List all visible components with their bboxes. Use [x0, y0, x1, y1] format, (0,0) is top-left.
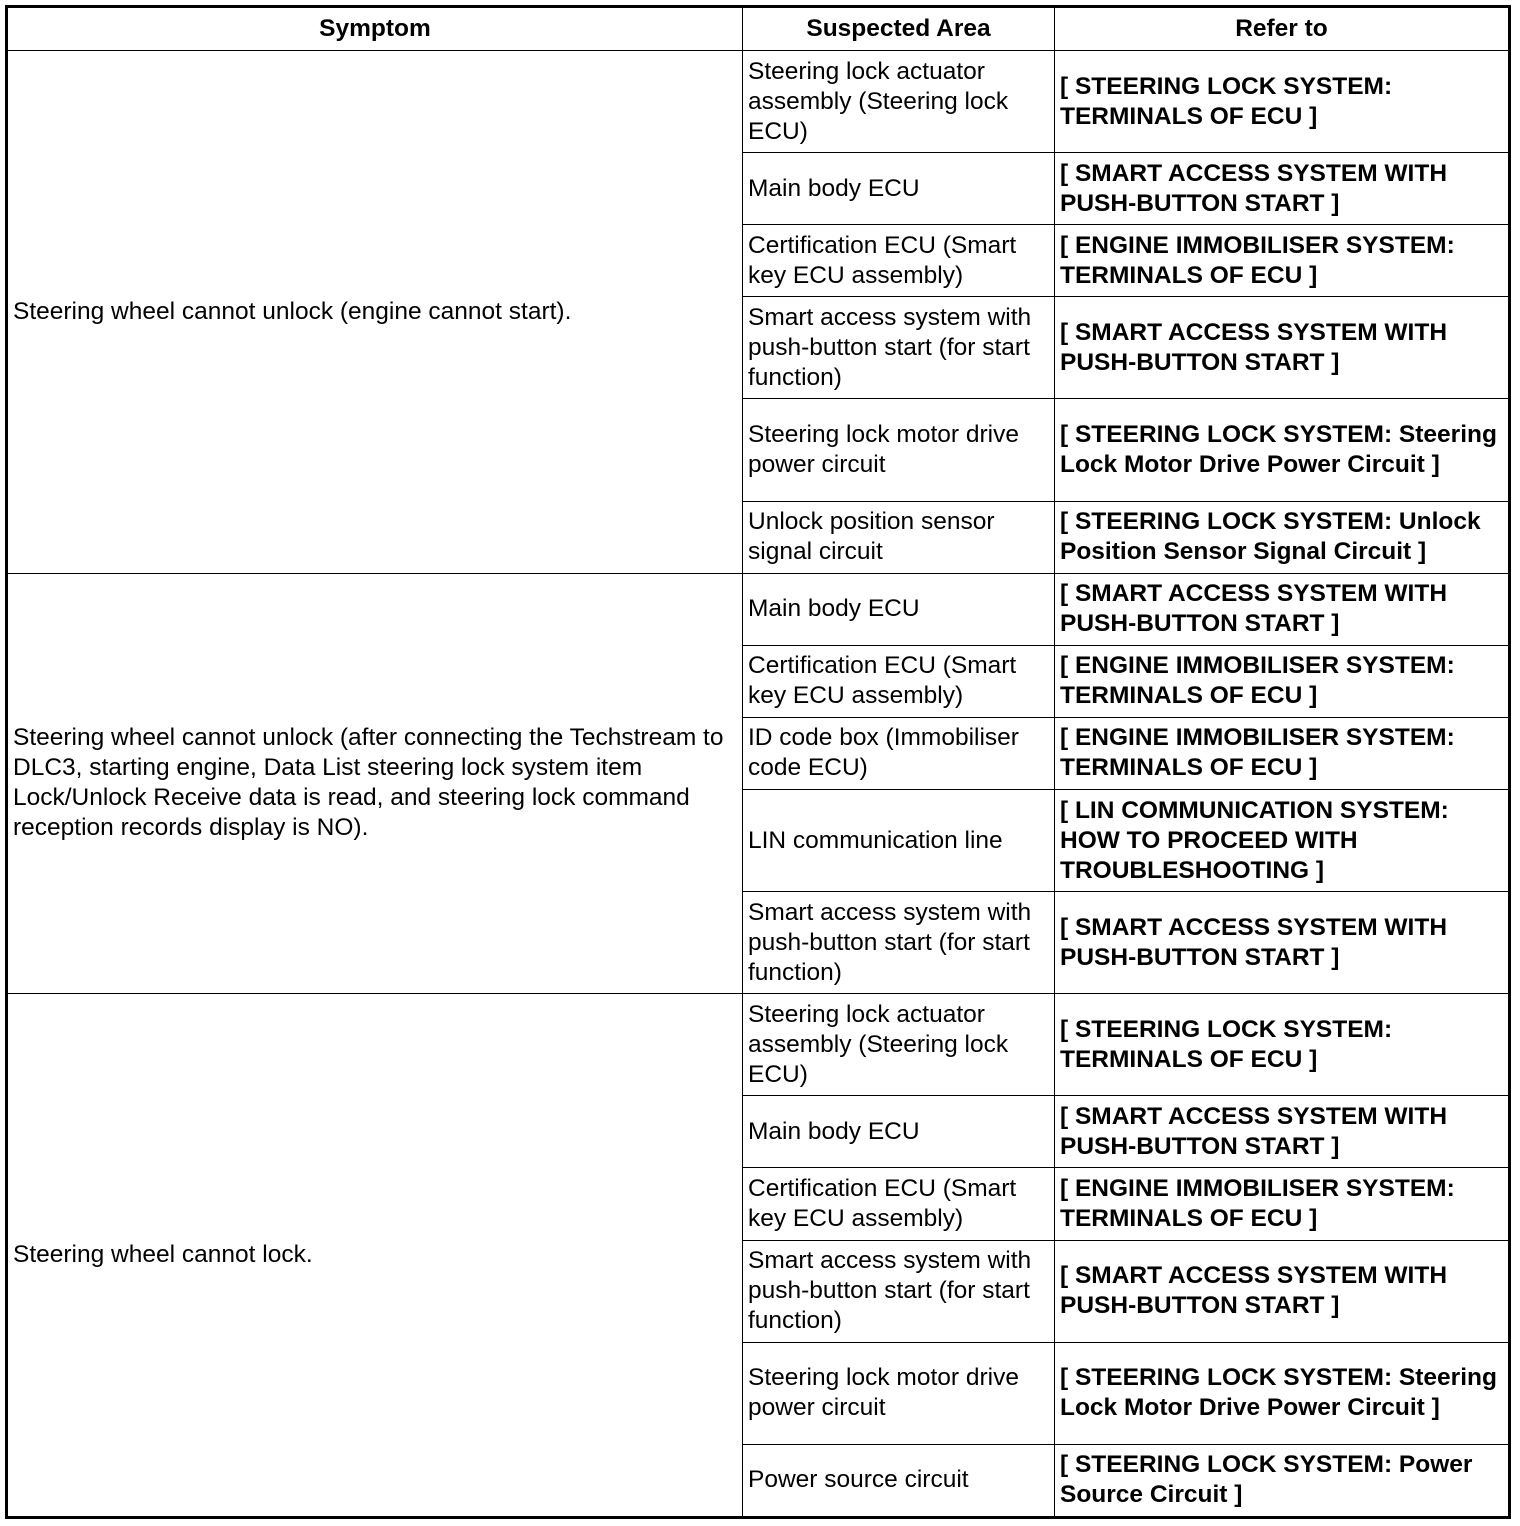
- suspected-area-cell: Steering lock motor drive power circuit: [743, 399, 1055, 501]
- refer-to-link[interactable]: [ STEERING LOCK SYSTEM: Steering Lock Motor Drive Power Circuit ]: [1055, 1342, 1510, 1444]
- table-row: [7, 994, 1510, 1096]
- symptom-cell: Steering wheel cannot unlock (after connecting the Techstream to DLC3, starting engine, Data List steering lock system item Lock/Unlock Receive data is read, and steering lock command reception records display is NO).: [7, 573, 743, 994]
- refer-to-link[interactable]: [ STEERING LOCK SYSTEM: Steering Lock Motor Drive Power Circuit ]: [1055, 399, 1510, 501]
- header-refer-to: Refer to: [1055, 7, 1510, 51]
- suspected-area-cell: Main body ECU: [743, 1096, 1055, 1168]
- refer-to-link[interactable]: [ STEERING LOCK SYSTEM: Unlock Position Sensor Signal Circuit ]: [1055, 501, 1510, 573]
- header-symptom: Symptom: [7, 7, 743, 51]
- refer-to-link[interactable]: [ STEERING LOCK SYSTEM: TERMINALS OF ECU ]: [1055, 51, 1510, 153]
- table-row: [7, 573, 1510, 645]
- suspected-area-cell: Steering lock actuator assembly (Steering lock ECU): [743, 994, 1055, 1096]
- refer-to-link[interactable]: [ ENGINE IMMOBILISER SYSTEM: TERMINALS OF ECU ]: [1055, 645, 1510, 717]
- suspected-area-cell: Certification ECU (Smart key ECU assembly): [743, 225, 1055, 297]
- refer-to-link[interactable]: [ SMART ACCESS SYSTEM WITH PUSH-BUTTON START ]: [1055, 573, 1510, 645]
- refer-to-link[interactable]: [ ENGINE IMMOBILISER SYSTEM: TERMINALS OF ECU ]: [1055, 717, 1510, 789]
- refer-to-link[interactable]: [ SMART ACCESS SYSTEM WITH PUSH-BUTTON START ]: [1055, 153, 1510, 225]
- suspected-area-cell: Certification ECU (Smart key ECU assembly): [743, 645, 1055, 717]
- header-row: [7, 7, 1510, 51]
- refer-to-link[interactable]: [ STEERING LOCK SYSTEM: TERMINALS OF ECU ]: [1055, 994, 1510, 1096]
- symptom-cell: Steering wheel cannot lock.: [7, 994, 743, 1518]
- suspected-area-cell: Smart access system with push-button start (for start function): [743, 297, 1055, 399]
- suspected-area-cell: Main body ECU: [743, 153, 1055, 225]
- problem-symptoms-table: [5, 5, 1511, 1519]
- refer-to-link[interactable]: [ SMART ACCESS SYSTEM WITH PUSH-BUTTON START ]: [1055, 892, 1510, 994]
- refer-to-link[interactable]: [ SMART ACCESS SYSTEM WITH PUSH-BUTTON START ]: [1055, 1096, 1510, 1168]
- suspected-area-cell: Main body ECU: [743, 573, 1055, 645]
- refer-to-link[interactable]: [ LIN COMMUNICATION SYSTEM: HOW TO PROCEED WITH TROUBLESHOOTING ]: [1055, 789, 1510, 891]
- suspected-area-cell: Certification ECU (Smart key ECU assembly): [743, 1168, 1055, 1240]
- troubleshooting-table-container: [5, 5, 1508, 1519]
- suspected-area-cell: Steering lock motor drive power circuit: [743, 1342, 1055, 1444]
- suspected-area-cell: Smart access system with push-button start (for start function): [743, 892, 1055, 994]
- table-row: [7, 51, 1510, 153]
- suspected-area-cell: ID code box (Immobiliser code ECU): [743, 717, 1055, 789]
- suspected-area-cell: Power source circuit: [743, 1444, 1055, 1517]
- refer-to-link[interactable]: [ STEERING LOCK SYSTEM: Power Source Circuit ]: [1055, 1444, 1510, 1517]
- suspected-area-cell: Unlock position sensor signal circuit: [743, 501, 1055, 573]
- refer-to-link[interactable]: [ ENGINE IMMOBILISER SYSTEM: TERMINALS OF ECU ]: [1055, 225, 1510, 297]
- suspected-area-cell: Smart access system with push-button start (for start function): [743, 1240, 1055, 1342]
- refer-to-link[interactable]: [ SMART ACCESS SYSTEM WITH PUSH-BUTTON START ]: [1055, 1240, 1510, 1342]
- header-suspected-area: Suspected Area: [743, 7, 1055, 51]
- refer-to-link[interactable]: [ SMART ACCESS SYSTEM WITH PUSH-BUTTON START ]: [1055, 297, 1510, 399]
- symptom-cell: Steering wheel cannot unlock (engine cannot start).: [7, 51, 743, 574]
- refer-to-link[interactable]: [ ENGINE IMMOBILISER SYSTEM: TERMINALS OF ECU ]: [1055, 1168, 1510, 1240]
- suspected-area-cell: LIN communication line: [743, 789, 1055, 891]
- suspected-area-cell: Steering lock actuator assembly (Steering lock ECU): [743, 51, 1055, 153]
